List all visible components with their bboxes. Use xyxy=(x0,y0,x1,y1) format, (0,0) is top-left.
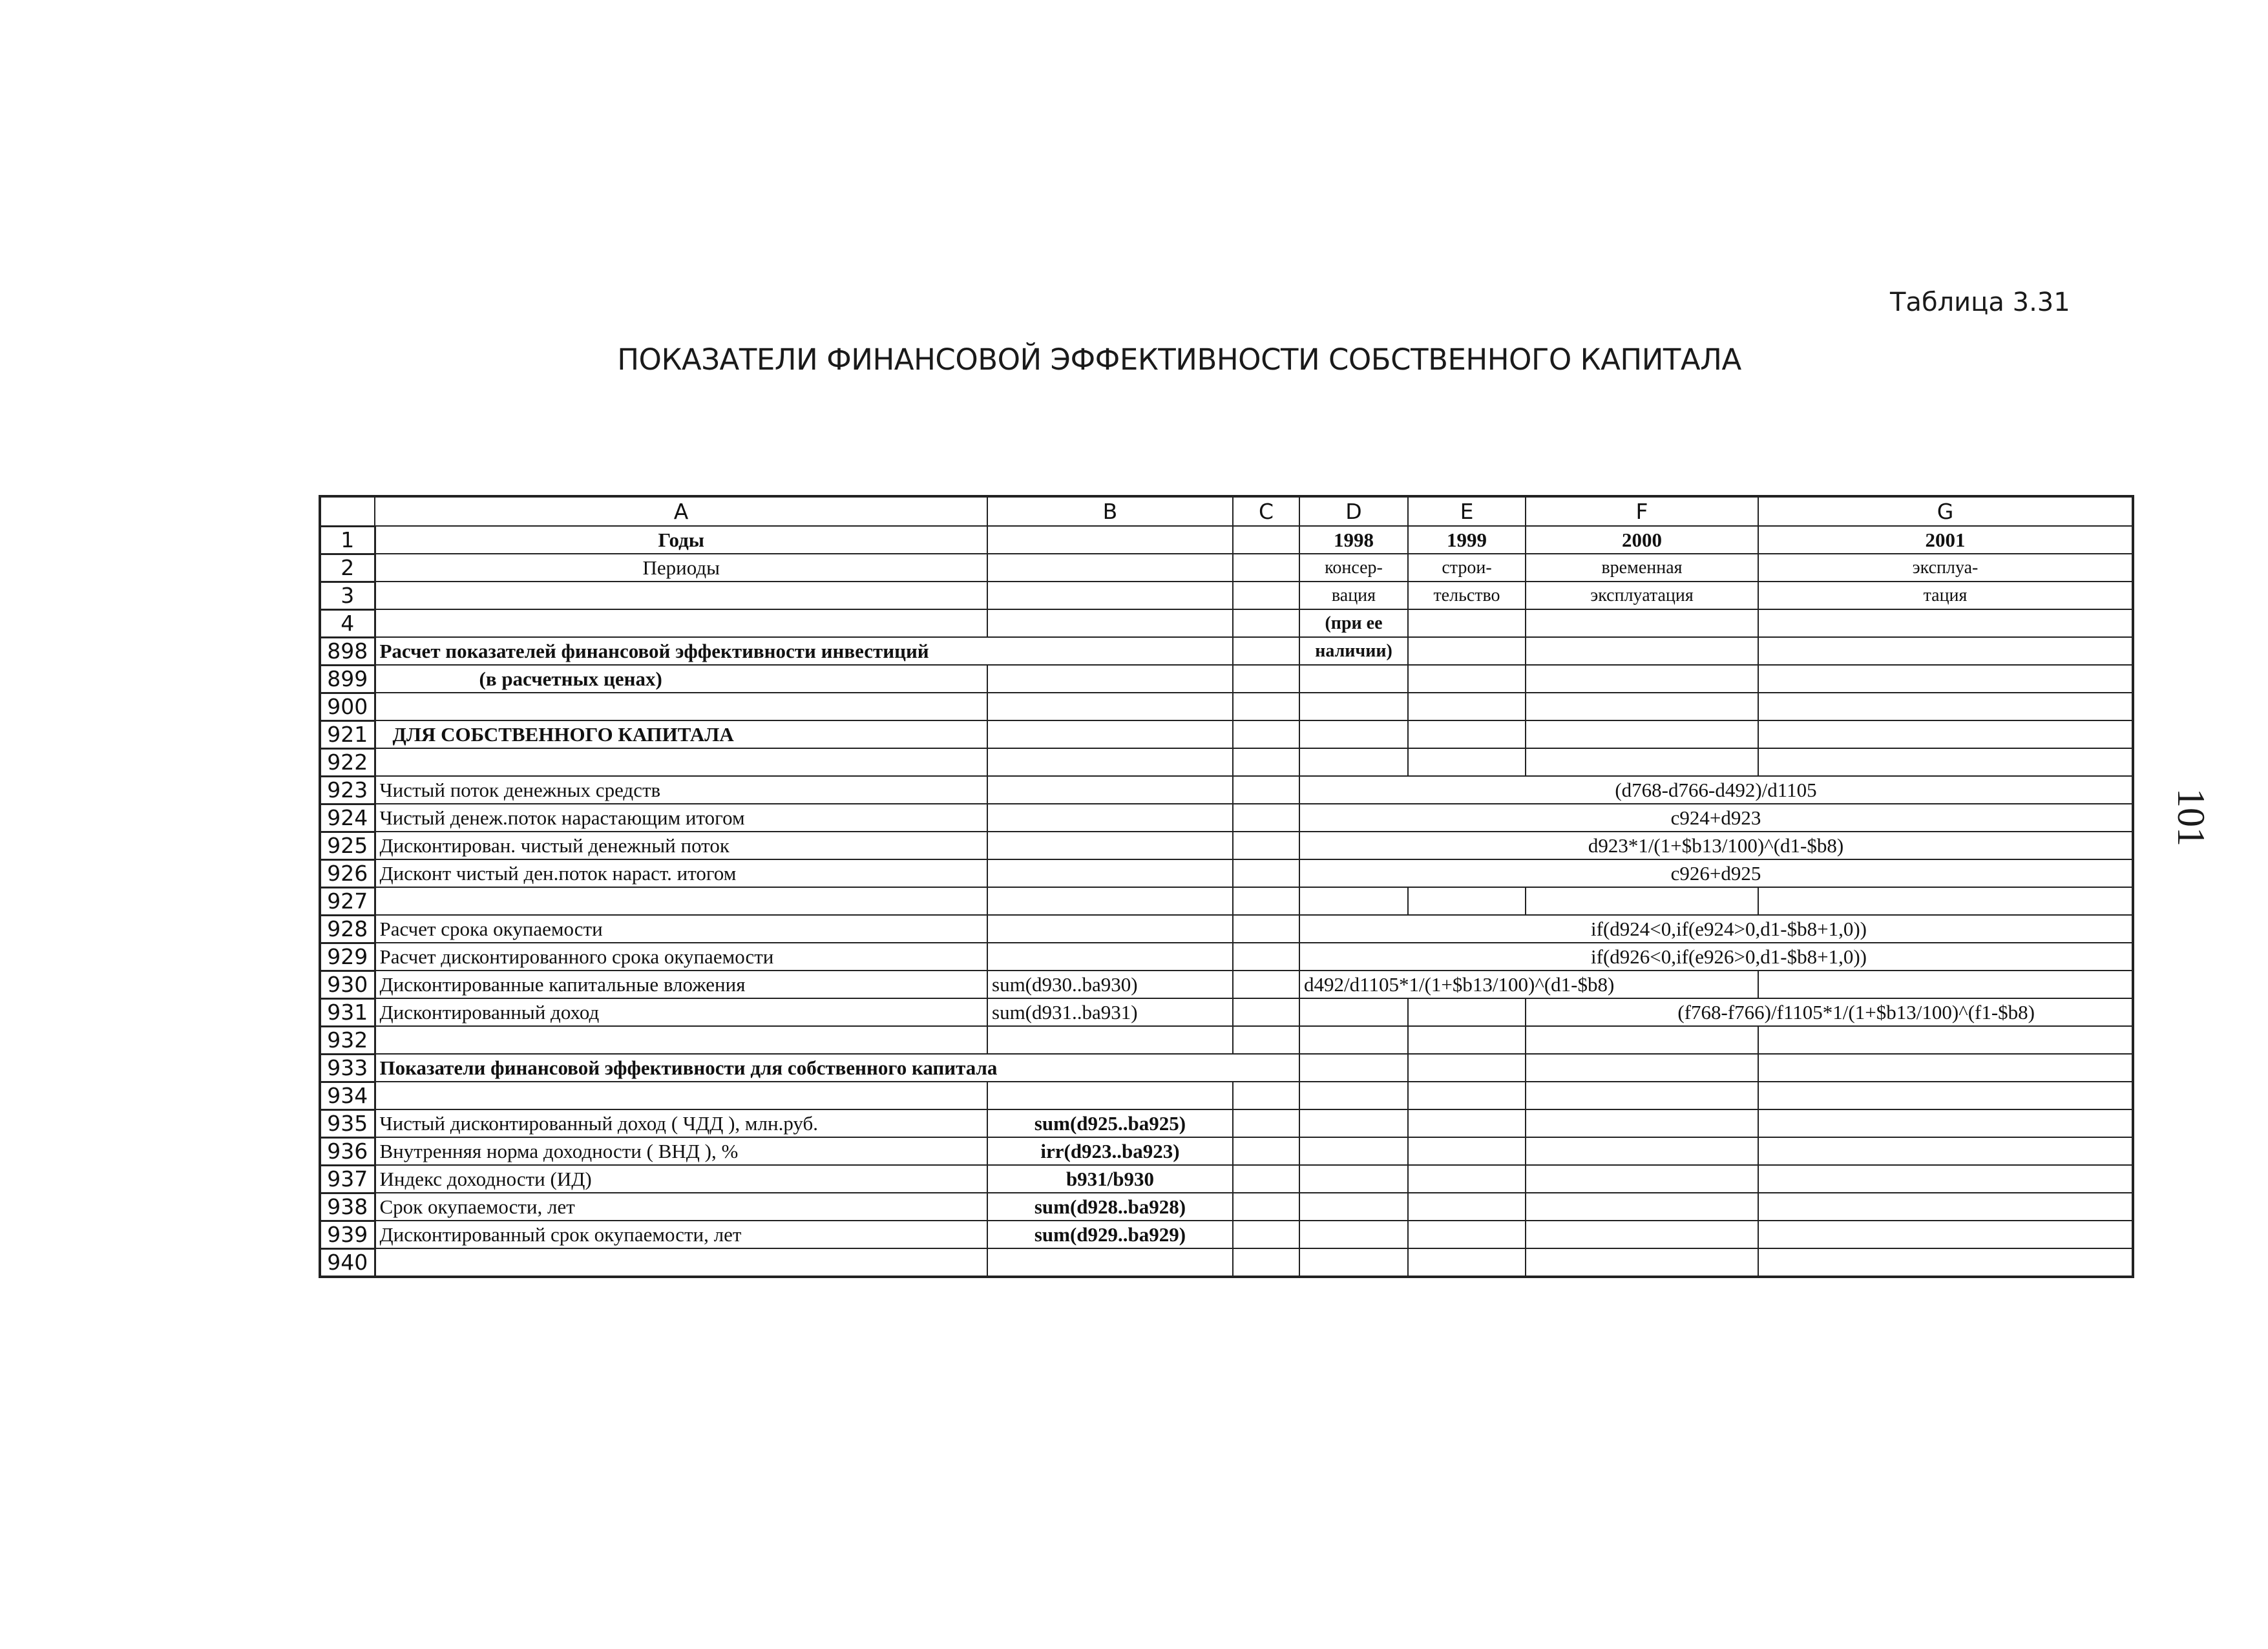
cell-b[interactable] xyxy=(987,720,1233,748)
cell-g[interactable] xyxy=(1758,748,2133,776)
cell-a[interactable]: Внутренняя норма доходности ( ВНД ), % xyxy=(375,1137,987,1165)
table-row xyxy=(320,582,2133,609)
cell-c[interactable] xyxy=(1233,804,1299,832)
cell-e[interactable] xyxy=(1408,748,1526,776)
cell-c[interactable] xyxy=(1233,720,1299,748)
cell-e[interactable] xyxy=(1408,637,1526,665)
cell-f[interactable] xyxy=(1526,720,1758,748)
cell-b[interactable]: sum(d931..ba931) xyxy=(987,998,1233,1026)
spreadsheet-table xyxy=(319,495,2134,1278)
formula-cell[interactable]: d923*1/(1+$b13/100)^(d1-$b8) xyxy=(1299,832,2133,859)
cell-b[interactable] xyxy=(987,665,1233,693)
cell-a[interactable] xyxy=(375,1026,987,1054)
row-number[interactable]: 925 xyxy=(320,832,375,859)
cell-g[interactable] xyxy=(1758,1221,2133,1248)
table-caption: Таблица 3.31 xyxy=(1890,288,2070,317)
table-row xyxy=(320,1026,2133,1054)
cell-a[interactable]: Дисконт чистый ден.поток нараст. итогом xyxy=(375,859,987,887)
column-header-c[interactable]: C xyxy=(1233,496,1299,526)
cell-b[interactable] xyxy=(987,693,1233,720)
row-number[interactable]: 922 xyxy=(320,748,375,776)
cell-d[interactable] xyxy=(1299,1054,1408,1082)
cell-a[interactable] xyxy=(375,609,987,637)
table-row xyxy=(320,693,2133,720)
row-number[interactable]: 933 xyxy=(320,1054,375,1082)
cell-a[interactable]: ДЛЯ СОБСТВЕННОГО КАПИТАЛА xyxy=(375,720,987,748)
cell-a[interactable]: Чистый поток денежных средств xyxy=(375,776,987,804)
formula-cell[interactable]: (d768-d766-d492)/d1105 xyxy=(1299,776,2133,804)
cell-e[interactable] xyxy=(1408,887,1526,915)
row-number[interactable]: 938 xyxy=(320,1193,375,1221)
column-header-e[interactable]: E xyxy=(1408,496,1526,526)
cell-c[interactable] xyxy=(1233,1221,1299,1248)
cell-b[interactable] xyxy=(987,859,1233,887)
column-header-a[interactable]: A xyxy=(375,496,987,526)
row-number[interactable]: 1 xyxy=(320,526,375,554)
cell-c[interactable] xyxy=(1233,1082,1299,1109)
row-number[interactable]: 940 xyxy=(320,1248,375,1277)
row-number[interactable]: 927 xyxy=(320,887,375,915)
cell-c[interactable] xyxy=(1233,832,1299,859)
cell-e[interactable] xyxy=(1408,720,1526,748)
row-number[interactable]: 898 xyxy=(320,637,375,665)
cell-e[interactable] xyxy=(1408,1193,1526,1221)
cell-d[interactable]: 1998 xyxy=(1299,526,1408,554)
cell-d[interactable] xyxy=(1299,1248,1408,1277)
cell-a[interactable]: Периоды xyxy=(375,554,987,582)
cell-g[interactable]: эксплуа- xyxy=(1758,554,2133,582)
table-row xyxy=(320,915,2133,943)
cell-e[interactable] xyxy=(1408,1248,1526,1277)
cell-f[interactable]: 2000 xyxy=(1526,526,1758,554)
column-header-g[interactable]: G xyxy=(1758,496,2133,526)
table-row xyxy=(320,609,2133,637)
row-number[interactable]: 929 xyxy=(320,943,375,971)
cell-a[interactable]: Дисконтирован. чистый денежный поток xyxy=(375,832,987,859)
cell-c[interactable] xyxy=(1233,887,1299,915)
cell-e[interactable] xyxy=(1408,665,1526,693)
table-row xyxy=(320,859,2133,887)
cell-a[interactable]: Срок окупаемости, лет xyxy=(375,1193,987,1221)
corner-cell[interactable] xyxy=(320,496,375,526)
row-number[interactable]: 928 xyxy=(320,915,375,943)
cell-c[interactable] xyxy=(1233,776,1299,804)
table-row xyxy=(320,665,2133,693)
cell-a[interactable]: Дисконтированный доход xyxy=(375,998,987,1026)
cell-b[interactable] xyxy=(987,804,1233,832)
cell-c[interactable] xyxy=(1233,1165,1299,1193)
column-header-row xyxy=(320,496,2133,526)
cell-f[interactable] xyxy=(1526,609,1758,637)
cell-e[interactable]: 1999 xyxy=(1408,526,1526,554)
cell-d[interactable] xyxy=(1299,1026,1408,1054)
cell-f[interactable] xyxy=(1526,1193,1758,1221)
cell-d[interactable] xyxy=(1299,1221,1408,1248)
cell-a[interactable]: Чистый денеж.поток нарастающим итогом xyxy=(375,804,987,832)
cell-c[interactable] xyxy=(1233,693,1299,720)
cell-a[interactable] xyxy=(375,1248,987,1277)
cell-c[interactable] xyxy=(1233,609,1299,637)
cell-f[interactable] xyxy=(1526,1165,1758,1193)
cell-g[interactable] xyxy=(1758,637,2133,665)
cell-g[interactable] xyxy=(1758,609,2133,637)
cell-d[interactable] xyxy=(1299,1137,1408,1165)
cell-c[interactable] xyxy=(1233,1137,1299,1165)
page-title: ПОКАЗАТЕЛИ ФИНАНСОВОЙ ЭФФЕКТИВНОСТИ СОБСТВЕННОГО КАПИТАЛА xyxy=(617,342,1741,377)
cell-d[interactable] xyxy=(1299,693,1408,720)
cell-c[interactable] xyxy=(1233,971,1299,998)
row-number[interactable]: 939 xyxy=(320,1221,375,1248)
cell-c[interactable] xyxy=(1233,998,1299,1026)
cell-d[interactable] xyxy=(1299,887,1408,915)
row-number[interactable]: 932 xyxy=(320,1026,375,1054)
table-row xyxy=(320,943,2133,971)
cell-g[interactable] xyxy=(1758,1109,2133,1137)
cell-f[interactable]: эксплуатация xyxy=(1526,582,1758,609)
cell-e[interactable] xyxy=(1408,693,1526,720)
table-row xyxy=(320,832,2133,859)
cell-c[interactable] xyxy=(1233,915,1299,943)
cell-c[interactable] xyxy=(1233,748,1299,776)
cell-d[interactable] xyxy=(1299,665,1408,693)
cell-e[interactable] xyxy=(1408,998,1526,1026)
cell-b[interactable] xyxy=(987,1082,1233,1109)
cell-d[interactable] xyxy=(1299,1165,1408,1193)
cell-c[interactable] xyxy=(1233,665,1299,693)
cell-g[interactable] xyxy=(1758,720,2133,748)
cell-d[interactable] xyxy=(1299,1109,1408,1137)
cell-b[interactable]: b931/b930 xyxy=(987,1165,1233,1193)
cell-a[interactable] xyxy=(375,693,987,720)
table-row xyxy=(320,1054,2133,1082)
cell-c[interactable] xyxy=(1233,637,1299,665)
cell-f[interactable] xyxy=(1526,1054,1758,1082)
row-number[interactable]: 3 xyxy=(320,582,375,609)
cell-b[interactable] xyxy=(987,1026,1233,1054)
cell-g[interactable] xyxy=(1758,1248,2133,1277)
cell-e[interactable] xyxy=(1408,1109,1526,1137)
cell-a[interactable]: Расчет срока окупаемости xyxy=(375,915,987,943)
cell-d[interactable]: (при ее xyxy=(1299,609,1408,637)
cell-f[interactable] xyxy=(1526,1248,1758,1277)
cell-b[interactable] xyxy=(987,1248,1233,1277)
cell-d[interactable] xyxy=(1299,748,1408,776)
row-number[interactable]: 936 xyxy=(320,1137,375,1165)
cell-g[interactable] xyxy=(1758,1165,2133,1193)
cell-g[interactable] xyxy=(1758,1026,2133,1054)
table-row xyxy=(320,1137,2133,1165)
cell-b[interactable] xyxy=(987,748,1233,776)
cell-b[interactable] xyxy=(987,832,1233,859)
cell-e[interactable] xyxy=(1408,1221,1526,1248)
table-row xyxy=(320,1109,2133,1137)
formula-cell[interactable]: (f768-f766)/f1105*1/(1+$b13/100)^(f1-$b8) xyxy=(1526,998,2133,1026)
cell-e[interactable] xyxy=(1408,1137,1526,1165)
table-row xyxy=(320,971,2133,998)
table-row xyxy=(320,776,2133,804)
table-row xyxy=(320,720,2133,748)
row-number[interactable]: 926 xyxy=(320,859,375,887)
formula-cell[interactable]: c924+d923 xyxy=(1299,804,2133,832)
cell-f[interactable] xyxy=(1526,1026,1758,1054)
row-number[interactable]: 934 xyxy=(320,1082,375,1109)
cell-c[interactable] xyxy=(1233,526,1299,554)
column-header-f[interactable]: F xyxy=(1526,496,1758,526)
cell-b[interactable]: sum(d930..ba930) xyxy=(987,971,1233,998)
cell-f[interactable] xyxy=(1526,1109,1758,1137)
row-number[interactable]: 923 xyxy=(320,776,375,804)
cell-a[interactable] xyxy=(375,887,987,915)
cell-g[interactable] xyxy=(1758,665,2133,693)
cell-f[interactable] xyxy=(1526,693,1758,720)
cell-b[interactable] xyxy=(987,609,1233,637)
row-number[interactable]: 930 xyxy=(320,971,375,998)
table-row xyxy=(320,526,2133,554)
cell-d[interactable] xyxy=(1299,998,1408,1026)
cell-c[interactable] xyxy=(1233,1193,1299,1221)
cell-g[interactable] xyxy=(1758,1082,2133,1109)
column-header-d[interactable]: D xyxy=(1299,496,1408,526)
table-row xyxy=(320,637,2133,665)
cell-f[interactable] xyxy=(1526,665,1758,693)
row-number[interactable]: 921 xyxy=(320,720,375,748)
row-number[interactable]: 937 xyxy=(320,1165,375,1193)
row-number[interactable]: 4 xyxy=(320,609,375,637)
cell-d[interactable] xyxy=(1299,1193,1408,1221)
cell-b[interactable]: sum(d929..ba929) xyxy=(987,1221,1233,1248)
formula-cell[interactable]: c926+d925 xyxy=(1299,859,2133,887)
table-row xyxy=(320,1221,2133,1248)
cell-f[interactable] xyxy=(1526,887,1758,915)
cell-e[interactable] xyxy=(1408,1054,1526,1082)
cell-a[interactable]: Расчет показателей финансовой эффективности инвестиций xyxy=(375,637,1233,665)
cell-d[interactable] xyxy=(1299,720,1408,748)
cell-g[interactable] xyxy=(1758,971,2133,998)
table-row xyxy=(320,1082,2133,1109)
cell-c[interactable] xyxy=(1233,582,1299,609)
table-row xyxy=(320,804,2133,832)
row-number[interactable]: 924 xyxy=(320,804,375,832)
cell-g[interactable] xyxy=(1758,1137,2133,1165)
table-row xyxy=(320,1193,2133,1221)
table-row xyxy=(320,887,2133,915)
row-number[interactable]: 899 xyxy=(320,665,375,693)
cell-g[interactable] xyxy=(1758,887,2133,915)
cell-g[interactable] xyxy=(1758,693,2133,720)
cell-d[interactable] xyxy=(1299,1082,1408,1109)
cell-g[interactable] xyxy=(1758,1054,2133,1082)
page-number: 101 xyxy=(2170,788,2212,846)
cell-d[interactable]: вация xyxy=(1299,582,1408,609)
table-row xyxy=(320,554,2133,582)
row-number[interactable]: 935 xyxy=(320,1109,375,1137)
cell-a[interactable]: (в расчетных ценах) xyxy=(375,665,987,693)
cell-c[interactable] xyxy=(1233,1248,1299,1277)
cell-b[interactable] xyxy=(987,582,1233,609)
cell-a[interactable]: Показатели финансовой эффективности для собственного капитала xyxy=(375,1054,1299,1082)
row-number[interactable]: 931 xyxy=(320,998,375,1026)
cell-a[interactable] xyxy=(375,748,987,776)
cell-a[interactable]: Дисконтированный срок окупаемости, лет xyxy=(375,1221,987,1248)
cell-c[interactable] xyxy=(1233,554,1299,582)
cell-b[interactable] xyxy=(987,915,1233,943)
formula-cell[interactable]: if(d926<0,if(e926>0,d1-$b8+1,0)) xyxy=(1299,943,2133,971)
cell-f[interactable]: временная xyxy=(1526,554,1758,582)
cell-b[interactable] xyxy=(987,776,1233,804)
cell-f[interactable] xyxy=(1526,1082,1758,1109)
cell-b[interactable]: irr(d923..ba923) xyxy=(987,1137,1233,1165)
cell-e[interactable] xyxy=(1408,1026,1526,1054)
cell-b[interactable] xyxy=(987,554,1233,582)
cell-a[interactable]: Расчет дисконтированного срока окупаемости xyxy=(375,943,987,971)
row-number[interactable]: 900 xyxy=(320,693,375,720)
cell-c[interactable] xyxy=(1233,1109,1299,1137)
cell-a[interactable]: Годы xyxy=(375,526,987,554)
cell-b[interactable] xyxy=(987,887,1233,915)
cell-a[interactable]: Дисконтированные капитальные вложения xyxy=(375,971,987,998)
table-row xyxy=(320,748,2133,776)
formula-cell[interactable]: d492/d1105*1/(1+$b13/100)^(d1-$b8) xyxy=(1299,971,1758,998)
cell-f[interactable] xyxy=(1526,637,1758,665)
cell-f[interactable] xyxy=(1526,1137,1758,1165)
cell-e[interactable] xyxy=(1408,1165,1526,1193)
table-row xyxy=(320,1165,2133,1193)
cell-f[interactable] xyxy=(1526,1221,1758,1248)
cell-a[interactable] xyxy=(375,582,987,609)
row-number[interactable]: 2 xyxy=(320,554,375,582)
cell-c[interactable] xyxy=(1233,1026,1299,1054)
cell-f[interactable] xyxy=(1526,748,1758,776)
cell-e[interactable]: тельство xyxy=(1408,582,1526,609)
column-header-b[interactable]: B xyxy=(987,496,1233,526)
cell-e[interactable] xyxy=(1408,1082,1526,1109)
cell-g[interactable]: 2001 xyxy=(1758,526,2133,554)
cell-a[interactable] xyxy=(375,1082,987,1109)
cell-b[interactable]: sum(d928..ba928) xyxy=(987,1193,1233,1221)
cell-c[interactable] xyxy=(1233,943,1299,971)
cell-a[interactable]: Чистый дисконтированный доход ( ЧДД ), млн.руб. xyxy=(375,1109,987,1137)
table-row xyxy=(320,1248,2133,1277)
cell-e[interactable]: строи- xyxy=(1408,554,1526,582)
formula-cell[interactable]: if(d924<0,if(e924>0,d1-$b8+1,0)) xyxy=(1299,915,2133,943)
cell-d[interactable]: консер- xyxy=(1299,554,1408,582)
cell-a[interactable]: Индекс доходности (ИД) xyxy=(375,1165,987,1193)
table-row xyxy=(320,998,2133,1026)
cell-b[interactable] xyxy=(987,943,1233,971)
cell-b[interactable]: sum(d925..ba925) xyxy=(987,1109,1233,1137)
cell-b[interactable] xyxy=(987,526,1233,554)
cell-g[interactable] xyxy=(1758,1193,2133,1221)
cell-g[interactable]: тация xyxy=(1758,582,2133,609)
cell-c[interactable] xyxy=(1233,859,1299,887)
cell-d[interactable]: наличии) xyxy=(1299,637,1408,665)
cell-e[interactable] xyxy=(1408,609,1526,637)
